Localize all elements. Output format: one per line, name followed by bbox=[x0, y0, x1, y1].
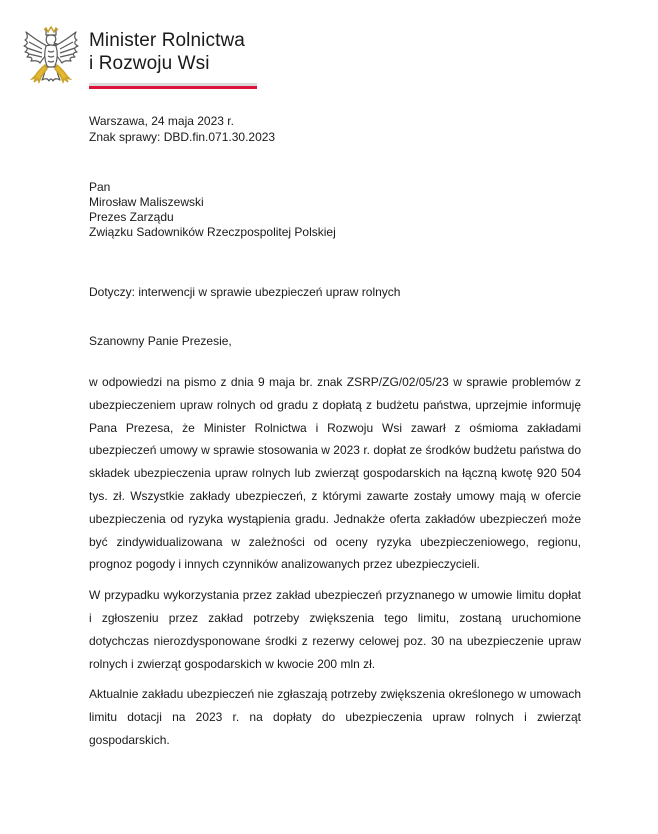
ministry-name-line2: i Rozwoju Wsi bbox=[89, 53, 210, 74]
flag-red-stripe bbox=[89, 86, 257, 89]
letter-body bbox=[89, 371, 581, 760]
place-date: Warszawa, 24 maja 2023 r. bbox=[89, 114, 234, 128]
recipient-title: Pan bbox=[89, 180, 111, 194]
polish-eagle-icon bbox=[20, 24, 82, 90]
letter-subject: Dotyczy: interwencji w sprawie ubezpieczeń upraw rolnych bbox=[89, 285, 401, 299]
ministry-name-line1: Minister Rolnictwa bbox=[89, 30, 245, 51]
letter-greeting: Szanowny Panie Prezesie, bbox=[89, 334, 232, 348]
body-paragraph: w odpowiedzi na pismo z dnia 9 maja br. znak ZSRP/ZG/02/05/23 w sprawie problemów z ubezpieczeniem upraw rolnych od gradu z dopłatą z budżetu państwa, uprzejmie informuję Pana Prezesa, że Minister Rolnictwa i Rozwoju Wsi zawarł z ośmioma zakładami ubezpieczeń umowy w sprawie stosowania w 2023 r. dopłat ze środków budżetu państwa do składek ubezpieczenia upraw rolnych lub zwierząt gospodarskich na łączną kwotę 920 504 tys. zł. Wszystkie zakłady ubezpieczeń, z którymi zawarte zostały umowy mają w ofercie ubezpieczenia od ryzyka wystąpienia gradu. Jednakże oferta zakładów ubezpieczeń może być zindywidualizowana w zależności od oceny ryzyka ubezpieczeniowego, regionu, prognoz pogody i innych czynników analizowanych przez ubezpieczycieli. bbox=[89, 375, 581, 572]
body-paragraph: W przypadku wykorzystania przez zakład ubezpieczeń przyznanego w umowie limitu dopłat i zgłoszeniu przez zakład potrzeby zwiększenia tego limitu, zostaną uruchomione dotychczas nierozdysponowane środki z rezerwy celowej poz. 30 na ubezpieczenie upraw rolnych i zwierząt gospodarskich w kwocie 200 mln zł. bbox=[89, 588, 581, 671]
recipient-organization: Związku Sadowników Rzeczpospolitej Polskiej bbox=[89, 225, 336, 239]
recipient-block bbox=[89, 180, 336, 240]
body-paragraph: Aktualnie zakładu ubezpieczeń nie zgłaszają potrzeby zwiększenia określonego w umowach limitu dotacji na 2023 r. na dopłaty do ubezpieczenia upraw rolnych i zwierząt gospodarskich. bbox=[89, 687, 581, 747]
recipient-position: Prezes Zarządu bbox=[89, 210, 174, 224]
recipient-name: Mirosław Maliszewski bbox=[89, 195, 204, 209]
letter-meta bbox=[89, 113, 275, 145]
case-number: Znak sprawy: DBD.fin.071.30.2023 bbox=[89, 130, 276, 144]
national-flag-divider bbox=[89, 83, 257, 89]
ministry-name bbox=[89, 29, 245, 75]
